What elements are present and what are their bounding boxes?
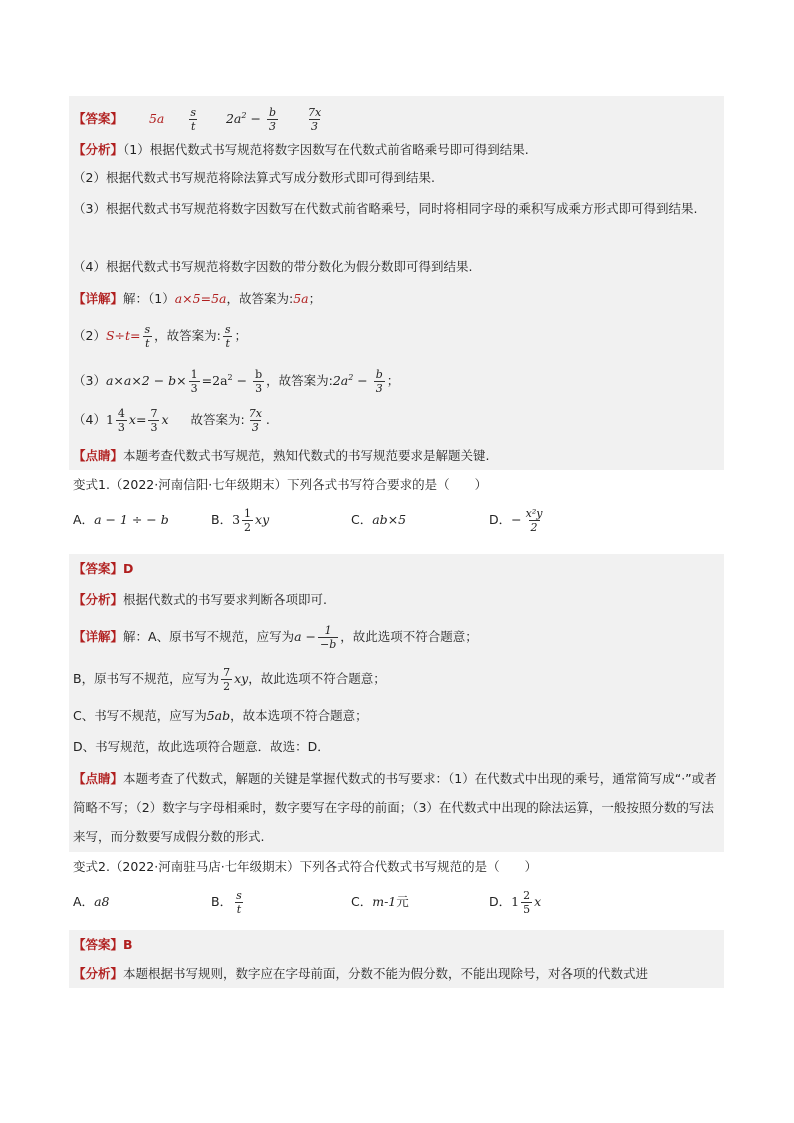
detail-expression: 1 — [105, 412, 114, 427]
option-a[interactable]: A．a − 1 ÷ − b — [73, 512, 169, 527]
analysis-row — [69, 584, 724, 616]
option-b[interactable]: B．3 $\frac{1}{2}$ xy — [211, 507, 270, 534]
detail-expression: x — [161, 412, 169, 427]
option-c[interactable]: C．ab×5 — [351, 512, 407, 527]
question-2-title — [69, 852, 724, 882]
analysis-text: （3）根据代数式书写规范将数字因数写在代数式前省略乘号，同时将相同字母的乘积写成乘方形式即可得到结果. — [73, 201, 698, 216]
detail-tag: 【详解】 — [73, 291, 124, 306]
analysis-text: （1）根据代数式书写规范将数字因数写在代数式前省略乘号即可得到结果. — [123, 142, 529, 157]
detail-fraction: $\frac{7}{2}$ — [223, 666, 231, 693]
detail-expression: 5a — [293, 291, 309, 306]
detail-fraction: $\frac{b}{3}$ — [255, 368, 263, 396]
answer-row-3 — [69, 930, 724, 960]
tip-text: 本题考查了代数式，解题的关键是掌握代数式的书写要求：（1）在代数式中出现的乘号，通常简写成“·”或者简略不写；（2）数字与字母相乘时，数字要写在字母的前面；（3）在代数式中出现的除法运算，一般按照分数的写法来写，而分数要写成假分数的形式. — [73, 771, 717, 844]
option-a[interactable]: A．a8 — [73, 894, 110, 909]
detail-text: 故答案为: — [190, 412, 245, 427]
question-text: 变式2.（2022·河南驻马店·七年级期末）下列各式符合代数式书写规范的是（ ） — [73, 859, 538, 874]
answer-block-1 — [69, 96, 724, 470]
question-1-title — [69, 470, 724, 500]
detail-expression: a − — [294, 629, 316, 644]
analysis-tag: 【分析】 — [73, 966, 124, 981]
question-text: 变式1.（2022·河南信阳·七年级期末）下列各式书写符合要求的是（ ） — [73, 477, 488, 492]
analysis-row — [69, 960, 724, 988]
detail-row — [69, 658, 724, 700]
detail-text: ； — [386, 373, 400, 389]
detail-text: ，故此选项不符合题意； — [248, 671, 386, 686]
analysis-text: （4）根据代数式书写规范将数字因数的带分数化为假分数即可得到结果. — [73, 259, 473, 274]
detail-expression: $2a^2$ − — [332, 373, 372, 389]
answer-value: B — [123, 937, 133, 952]
question-1-options — [69, 500, 724, 540]
option-c[interactable]: C．m-1元 — [351, 894, 409, 909]
question-2-options — [69, 882, 724, 922]
detail-fraction: $\frac{7x}{3}$ — [248, 407, 262, 434]
answer-tag: 【答案】 — [73, 561, 124, 576]
detail-text: ； — [234, 328, 248, 343]
detail-expression: $=2a^2$ − — [201, 373, 252, 389]
answer-fraction: $\frac{b}{3}$ — [268, 106, 276, 134]
option-d[interactable]: D．− $\frac{\text{x²y}}{2}$ — [489, 507, 543, 534]
detail-text: D、书写规范，故此选项符合题意．故选：D． — [73, 739, 330, 754]
answer-fraction: $\frac{7x}{3}$ — [307, 106, 322, 134]
tip-tag: 【点睛】 — [73, 771, 124, 786]
tip-row — [69, 762, 724, 852]
tip-text: 本题考查代数式书写规范，熟知代数式的书写规范要求是解题关键. — [123, 448, 490, 463]
detail-fraction: $\frac{b}{3}$ — [375, 368, 383, 396]
detail-text: ，故答案为: — [226, 291, 294, 306]
detail-text: ，故答案为: — [154, 328, 221, 343]
analysis-tag: 【分析】 — [73, 142, 124, 157]
tip-row — [69, 441, 724, 470]
answer-value: 5a — [148, 111, 165, 127]
detail-text: . — [265, 412, 270, 427]
detail-text: B，原书写不规范，应写为 — [73, 671, 220, 686]
detail-expression: x= — [128, 412, 147, 427]
detail-fraction: $\frac{1}{3}$ — [190, 368, 198, 396]
detail-fraction: $\frac{1}{-b}$ — [319, 624, 337, 651]
analysis-text: 本题根据书写规则，数字应在字母前面，分数不能为假分数，不能出现除号，对各项的代数式进 — [123, 966, 649, 981]
answer-block-2 — [69, 554, 724, 852]
answer-tag: 【答案】 — [73, 937, 124, 952]
answer-block-3 — [69, 930, 724, 988]
detail-row — [69, 732, 724, 762]
detail-row — [69, 700, 724, 732]
detail-text: ，故本选项不符合题意； — [230, 708, 368, 723]
answer-fraction: $\frac{s}{t}$ — [190, 106, 197, 134]
detail-text: ，故此选项不符合题意； — [340, 629, 478, 644]
analysis-row — [69, 193, 724, 251]
analysis-row — [69, 163, 724, 193]
detail-row — [69, 283, 724, 315]
option-d[interactable]: D．1 $\frac{2}{5}$ x — [489, 889, 542, 916]
detail-text: （4） — [73, 412, 106, 427]
analysis-text: 根据代数式的书写要求判断各项即可. — [123, 592, 327, 607]
detail-fraction: $\frac{7}{3}$ — [150, 407, 158, 434]
detail-expression: a×a×2 − b× — [105, 373, 187, 389]
detail-expression: S÷t= — [105, 328, 141, 343]
detail-text: ，故答案为: — [266, 373, 333, 389]
detail-text: 解：（1） — [123, 291, 175, 306]
option-b[interactable]: B． $\frac{s}{t}$ — [211, 889, 242, 916]
detail-row — [69, 399, 724, 441]
analysis-row — [69, 251, 724, 283]
analysis-row — [69, 136, 724, 163]
detail-text: （2） — [73, 328, 106, 343]
detail-fraction: $\frac{s}{t}$ — [224, 323, 231, 350]
detail-text: （3） — [73, 373, 106, 389]
detail-text: 解：A、原书写不规范，应写为 — [123, 629, 295, 644]
answer-expression: $2a^2$ − — [225, 111, 261, 127]
detail-row — [69, 616, 724, 658]
detail-row — [69, 315, 724, 357]
detail-fraction: $\frac{s}{t}$ — [144, 323, 151, 350]
answer-row-2 — [69, 554, 724, 584]
answer-row-1 — [69, 96, 724, 136]
answer-tag: 【答案】 — [73, 111, 124, 127]
answer-value: D — [123, 561, 134, 576]
detail-row — [69, 357, 724, 399]
tip-tag: 【点睛】 — [73, 448, 124, 463]
detail-tag: 【详解】 — [73, 629, 124, 644]
analysis-tag: 【分析】 — [73, 592, 124, 607]
detail-text: C、书写不规范，应写为 — [73, 708, 207, 723]
detail-expression: xy — [234, 671, 249, 686]
document-page — [69, 96, 724, 988]
analysis-text: （2）根据代数式书写规范将除法算式写成分数形式即可得到结果. — [73, 170, 435, 185]
detail-expression: 5ab — [206, 708, 231, 723]
detail-fraction: $\frac{4}{3}$ — [117, 407, 125, 434]
detail-text: ； — [308, 291, 322, 306]
detail-expression: a×5=5a — [174, 291, 227, 306]
